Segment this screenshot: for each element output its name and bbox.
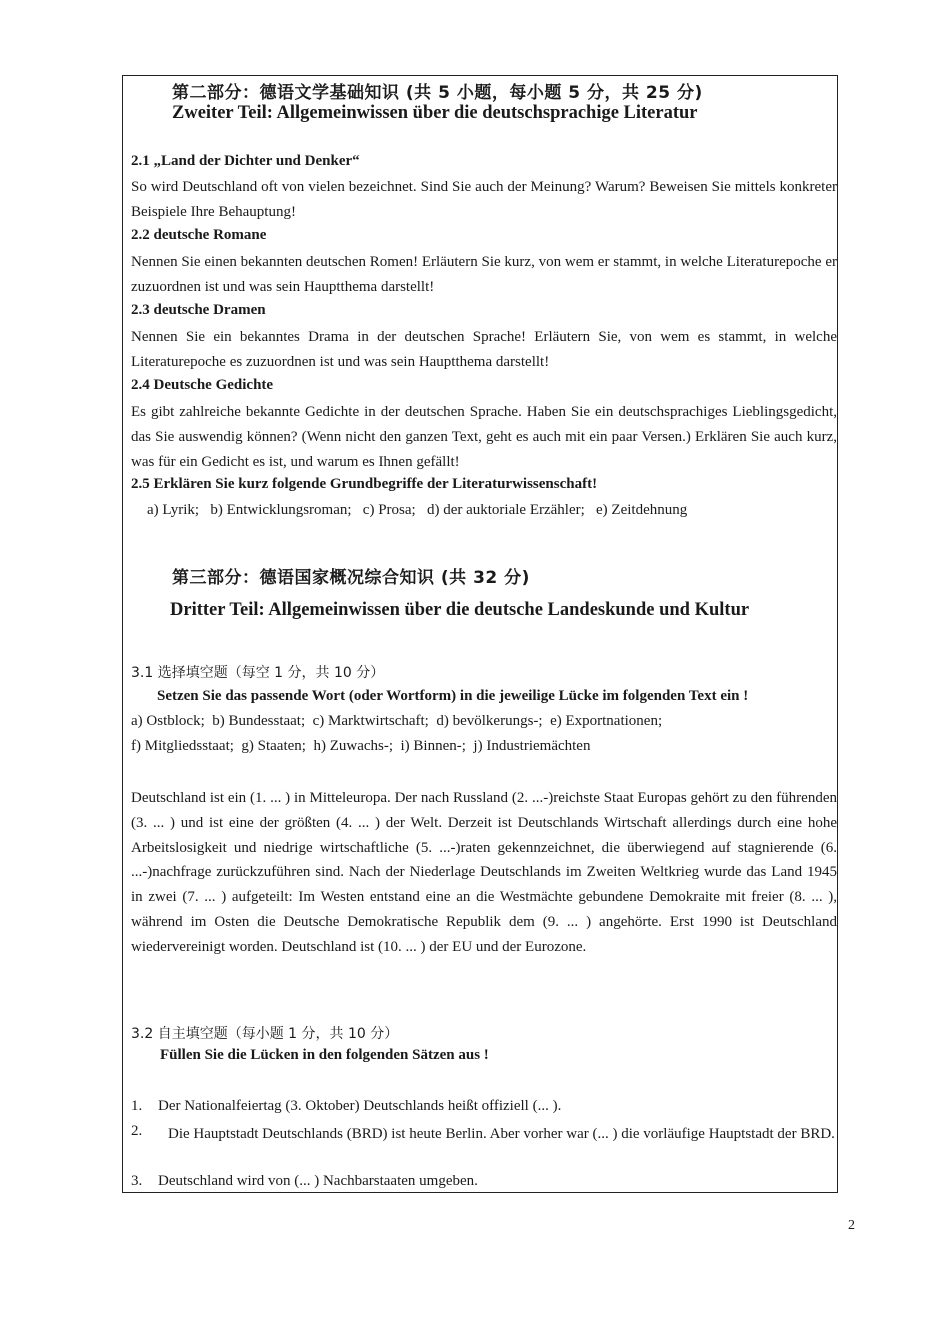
part2-title-de: Zweiter Teil: Allgemeinwissen über die deutschsprachige Literatur bbox=[172, 103, 698, 123]
question-2-4-heading: 2.4 Deutsche Gedichte bbox=[131, 377, 274, 393]
list-item-number: 3. bbox=[131, 1173, 143, 1189]
question-2-3-text: Nennen Sie ein bekanntes Drama in der deutschen Sprache! Erläutern Sie, von wem es stammt, in welche Literaturepoche es zuzuordnen ist und was sein Hauptthema darstellt! bbox=[131, 329, 837, 370]
question-2-2-text: Nennen Sie einen bekannten deutschen Romen! Erläutern Sie kurz, von wem er stammt, in welche Literaturepoche er zuzuordnen ist und was sein Hauptthema darstellt! bbox=[131, 254, 837, 295]
page-number: 2 bbox=[848, 1218, 855, 1233]
list-item: Der Nationalfeiertag (3. Oktober) Deutschlands heißt offiziell (... ). bbox=[158, 1098, 562, 1114]
part3-title-de: Dritter Teil: Allgemeinwissen über die deutsche Landeskunde und Kultur bbox=[170, 600, 750, 620]
list-item-number: 2. bbox=[131, 1123, 143, 1139]
part2-title-cn: 第二部分：德语文学基础知识 (共 5 小题，每小题 5 分，共 25 分) bbox=[172, 83, 703, 103]
question-2-5-heading: 2.5 Erklären Sie kurz folgende Grundbegriffe der Literaturwissenschaft! bbox=[131, 476, 598, 492]
question-2-3-heading: 2.3 deutsche Dramen bbox=[131, 302, 266, 318]
question-2-5-terms: a) Lyrik; b) Entwicklungsroman; c) Prosa; d) der auktoriale Erzähler; e) Zeitdehnung bbox=[147, 502, 688, 518]
part3-title-cn: 第三部分：德语国家概况综合知识 (共 32 分) bbox=[172, 568, 530, 588]
list-item: Die Hauptstadt Deutschlands (BRD) ist heute Berlin. Aber vorher war (... ) die vorläufige Hauptstadt der BRD. bbox=[168, 1126, 835, 1142]
question-2-1-text: So wird Deutschland oft von vielen bezeichnet. Sind Sie auch der Meinung? Warum? Beweisen Sie mittels konkreter Beispiele Ihre Behauptung! bbox=[131, 179, 837, 220]
list-item-number: 1. bbox=[131, 1098, 143, 1114]
list-item: Deutschland wird von (... ) Nachbarstaaten umgeben. bbox=[158, 1173, 478, 1189]
section-3-2-instruction: Füllen Sie die Lücken in den folgenden Sätzen aus ! bbox=[160, 1047, 489, 1063]
question-2-2-heading: 2.2 deutsche Romane bbox=[131, 227, 267, 243]
section-3-1-options-line1: a) Ostblock; b) Bundesstaat; c) Marktwirtschaft; d) bevölkerungs-; e) Exportnationen; bbox=[131, 713, 663, 729]
section-3-1-instruction: Setzen Sie das passende Wort (oder Wortform) in die jeweilige Lücke im folgenden Text ein ! bbox=[157, 688, 749, 704]
section-3-1-cloze-text: Deutschland ist ein (1. ... ) in Mitteleuropa. Der nach Russland (2. ...-)reichste Staat Europas gehört zu den führenden (3. ... ) und ist eine der größten (4. ... ) der Welt. Derzeit ist Deutschlands Wirtschaft allerdings durch eine hohe Arbeitslosigkeit und niedrige wirtschaftliche (5. ...-)raten gekennzeichnet, die überwiegend auf stagnierende (6. ...-)nachfrage zurückzuführen sind. Nach der Niederlage Deutschlands im Zweiten Weltkrieg wurde das Land 1945 in zwei (7. ... ) aufgeteilt: Im Westen entstand eine an die Westmächte gebundene Demokraite mit freier (8. ... ), während im Osten die Deutsche Demokratische Republik dem (9. ... ) angehörte. Erst 1990 ist Deutschland wiedervereinigt worden. Deutschland ist (10. ... ) der EU und der Eurozone. bbox=[131, 790, 837, 955]
section-3-2-heading: 3.2 自主填空题（每小题 1 分，共 10 分） bbox=[131, 1026, 399, 1042]
section-3-1-heading: 3.1 选择填空题（每空 1 分，共 10 分） bbox=[131, 665, 385, 681]
question-2-4-text: Es gibt zahlreiche bekannte Gedichte in der deutschen Sprache. Haben Sie ein deutschsprachiges Lieblingsgedicht, das Sie auswendig können? (Wenn nicht den ganzen Text, geht es auch mit ein paar Versen.) Erklären Sie auch kurz, was für ein Gedicht es ist, und warum es Ihnen gefällt! bbox=[131, 404, 837, 470]
section-3-1-options-line2: f) Mitgliedsstaat; g) Staaten; h) Zuwachs-; i) Binnen-; j) Industriemächten bbox=[131, 738, 591, 754]
question-2-1-heading: 2.1 „Land der Dichter und Denker“ bbox=[131, 153, 360, 169]
